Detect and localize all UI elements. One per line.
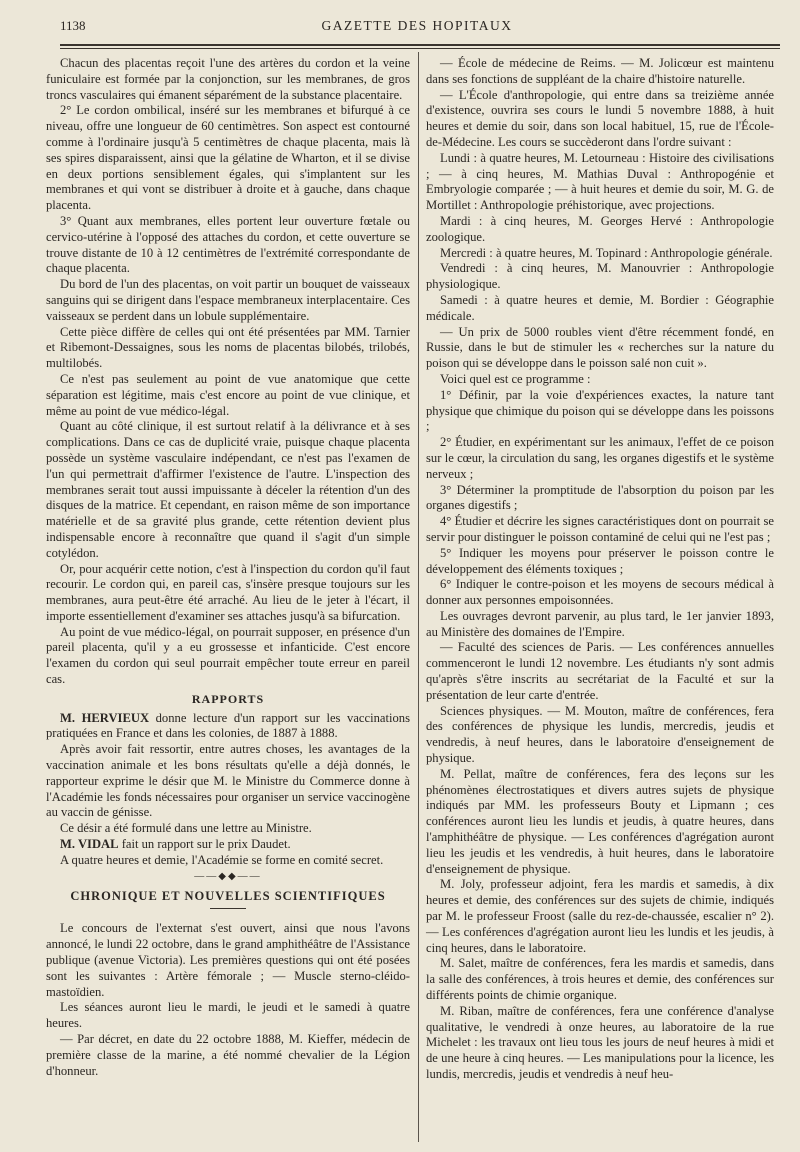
right-article xyxy=(426,56,774,1083)
rapport-paragraph xyxy=(46,711,410,743)
news-paragraph: Les séances auront lieu le mardi, le jeudi et le samedi à quatre heures. xyxy=(46,1000,410,1031)
speaker-name: M. VIDAL xyxy=(60,837,119,852)
page-header xyxy=(56,18,778,36)
news-paragraph: Vendredi : à cinq heures, M. Manouvrier : Anthropologie physiologique. xyxy=(426,261,774,292)
chronique-heading: CHRONIQUE ET NOUVELLES SCIENTIFIQUES xyxy=(70,888,386,903)
rapport-text: Ce désir a été formulé dans une lettre au Ministre. xyxy=(60,821,312,836)
paragraph: 3° Quant aux membranes, elles portent leur ouverture fœtale ou cervico-utérine à l'opposé des attaches du cordon, et cette ouverture se trouve distante de 10 à 12 centimètres de l'extrémité correspondante de chaque placenta. xyxy=(46,213,410,276)
news-paragraph: Samedi : à quatre heures et demie, M. Bordier : Géographie médicale. xyxy=(426,292,774,323)
rapport-paragraph xyxy=(46,742,410,821)
news-paragraph: — École de médecine de Reims. — M. Jolicœur est maintenu dans ses fonctions de suppléant de la chaire d'histoire naturelle. xyxy=(426,56,774,86)
heading-rule xyxy=(210,908,246,909)
paragraph: Ce n'est pas seulement au point de vue anatomique que cette séparation est légitime, mais c'est encore au point de vue clinique, et même au point de vue médico-légal. xyxy=(46,371,410,418)
news-paragraph: Mercredi : à quatre heures, M. Topinard : Anthropologie générale. xyxy=(440,245,773,260)
news-paragraph: M. Pellat, maître de conférences, fera des leçons sur les phénomènes électrostatiques et divers autres sujets de physique indiqués par MM. les professeurs Bouty et Lipmann ; ces conférences auront lieu les lundis et jeudis, à quatre heures, dans l'amphithéâtre de physique. — Les conférences d'agrégation auront lieu les jeudis et les vendredis, à huit heures, dans le laboratoire d'enseignement de physique. xyxy=(426,766,774,876)
paragraph: Or, pour acquérir cette notion, c'est à l'inspection du cordon qu'il faut recourir. Le cordon qui, en pareil cas, s'insère presque toujours sur les membranes, aura peut-être été arraché. Au lieu de le jeter à l'écart, il importe essentiellement d'examiner ses attaches jusqu'à sa bifurcation. xyxy=(46,561,410,623)
news-paragraph: Le concours de l'externat s'est ouvert, ainsi que nous l'avons annoncé, le lundi 22 octobre, dans le grand amphithéâtre de l'Assistance publique (avenue Victoria). Les premières questions qui ont été posées sont les suivantes : Artère fémorale ; — Muscle sterno-cléido-mastoïdien. xyxy=(46,921,410,999)
paragraph: Du bord de l'un des placentas, on voit partir un bouquet de vaisseaux sanguins qui se dirigent dans l'espace membraneux interplacentaire. Ces vaisseaux se perdent dans un lobule supplémentaire. xyxy=(46,277,410,323)
paragraph: Au point de vue médico-légal, on pourrait supposer, en présence d'un pareil placenta, qu'il y a eu grossesse et infanticide. C'est encore l'examen du cordon qui seul pourrait empêcher toute erreur en pareil cas. xyxy=(46,624,410,687)
page-number: 1138 xyxy=(60,18,86,33)
paragraph: Quant au côté clinique, il est surtout relatif à la délivrance et à ses complications. Dans ce cas de duplicité vraie, puisque chaque placenta possède un système vasculaire indépendant, ce n'est pas l'examen de l'un qui permettrait d'affirmer l'existence de l'autre. L'inspection des membranes serait tout aussi impuissante à déceler la rétention d'un des disques de la matrice. Et cependant, en raison même de son importance matérielle et de sa gravité plus grande, cette rétention devient plus indispensable encore à reconnaître que quand il s'agit d'un simple cotylédon. xyxy=(46,419,410,560)
journal-title: GAZETTE DES HOPITAUX xyxy=(321,18,513,33)
left-article xyxy=(46,56,410,688)
news-paragraph: 2° Étudier, en expérimentant sur les animaux, l'effet de ce poison sur le cœur, la circulation du sang, les organes digestifs et le système nerveux ; xyxy=(426,435,774,481)
news-paragraph: M. Riban, maître de conférences, fera une conférence d'analyse qualitative, le vendredi à onze heures, au laboratoire de la rue Michelet : les travaux ont lieu tous les jours de neuf heures à midi et de une heure à cinq heures. — Les manipulations pour la licence, les lundis, mercredis, jeudis et vendredis à neuf heu- xyxy=(426,1003,774,1081)
news-paragraph: 5° Indiquer les moyens pour préserver le poisson contre le développement des éléments toxiques ; xyxy=(426,545,774,576)
section-ornament: ——◆◆—— xyxy=(194,870,262,882)
news-paragraph: Sciences physiques. — M. Mouton, maître de conférences, fera des conférences de physique les lundis, mercredis, jeudis et vendredis, à neuf heures, dans le laboratoire d'enseignement de physique. xyxy=(426,703,774,766)
rapports-heading: RAPPORTS xyxy=(191,691,265,706)
news-paragraph: Voici quel est ce programme : xyxy=(440,371,591,386)
news-paragraph: — Faculté des sciences de Paris. — Les conférences annuelles commenceront le lundi 12 novembre. Les étudiants n'y sont admis qu'après s'être inscrits au secrétariat de la Faculté et sur la présentation de leur carte d'entrée. xyxy=(426,640,774,702)
news-paragraph: M. Joly, professeur adjoint, fera les mardis et samedis, à dix heures et demie, des conférences sur des sujets de chimie, indiqués par M. le professeur Froost (salle du rez-de-chaussée, escalier n° 2). — Les conférences d'agrégation auront lieu les lundis et les jeudis, à cinq heures, dans le laboratoire. xyxy=(426,877,774,955)
news-paragraph: 6° Indiquer le contre-poison et les moyens de secours médical à donner aux personnes empoisonnées. xyxy=(426,577,774,608)
news-paragraph: M. Salet, maître de conférences, fera les mardis et samedis, dans la salle des conférences, à trois heures et demie, des conférences sur différents points de chimie organique. xyxy=(426,956,774,1003)
paragraph: Chacun des placentas reçoit l'une des artères du cordon et la veine funiculaire est formée par la conjonction, sur les membranes, de gros troncs vasculaires qui émanent séparément de la substance placentaire. xyxy=(46,56,410,102)
rapport-text: fait un rapport sur le prix Daudet. xyxy=(118,837,291,852)
news-paragraph: 3° Déterminer la promptitude de l'absorption du poison par les organes digestifs ; xyxy=(426,482,774,513)
news-paragraph: Mardi : à cinq heures, M. Georges Hervé : Anthropologie zoologique. xyxy=(426,213,774,244)
left-column xyxy=(46,56,410,1079)
news-paragraph: — Par décret, en date du 22 octobre 1888, M. Kieffer, médecin de première classe de la marine, a été nommé chevalier de la Légion d'honneur. xyxy=(46,1032,410,1078)
rapports-section xyxy=(46,711,410,869)
right-column xyxy=(426,56,774,1083)
header-rule-thin xyxy=(60,48,780,49)
paragraph: Cette pièce diffère de celles qui ont été présentées par MM. Tarnier et Ribemont-Dessaignes, sous les noms de placentas bilobés, trilobés, multilobés. xyxy=(46,324,410,371)
news-paragraph: — L'École d'anthropologie, qui entre dans sa treizième année d'existence, ouvrira ses cours le lundi 5 novembre 1888, à huit heures et demie du soir, dans son local habituel, 15, rue de l'École-de-Médecine. Les cours se succèderont dans l'ordre suivant : xyxy=(426,87,774,149)
rapport-paragraph xyxy=(46,853,410,869)
rapport-paragraph xyxy=(46,821,410,837)
rapport-text: donne lecture d'un rapport sur les vaccinations pratiquées en France et dans les colonies, de 1887 à 1888. xyxy=(46,710,410,741)
news-paragraph: 1° Définir, par la voie d'expériences exactes, la nature tant physique que chimique du poison qui se développe dans les poissons ; xyxy=(426,387,774,434)
column-separator xyxy=(418,52,419,1142)
news-paragraph: 4° Étudier et décrire les signes caractéristiques dont on pourrait se servir pour distinguer le poisson contaminé de celui qui ne l'est pas ; xyxy=(426,514,774,544)
news-paragraph: Lundi : à quatre heures, M. Letourneau : Histoire des civilisations ; — à cinq heures, M. Mathias Duval : Anthropogénie et Embryologie comparée ; — à huit heures et demie du soir, M. G. de Mortillet : Anthropologie préhistorique, avec projections. xyxy=(426,150,774,213)
rapport-text: Après avoir fait ressortir, entre autres choses, les avantages de la vaccination animale et les bons résultats qu'elle a déjà donnés, le rapporteur exprime le désir que M. le Ministre du Commerce donne à l'Académie les fonds nécessaires pour organiser un service vaccinogène au vaccin de génisse. xyxy=(46,742,410,820)
speaker-name: M. HERVIEUX xyxy=(60,710,150,725)
header-rule xyxy=(60,44,780,46)
paragraph: 2° Le cordon ombilical, inséré sur les membranes et bifurqué à ce niveau, offre une longueur de 60 centimètres. Son aspect est contourné comme à l'ordinaire jusqu'à 5 centimètres de chaque placenta, mais là ses spires disparaissent, ainsi que la gélatine de Wharton, et il se divise en deux portions sensiblement égales, qui s'implantent sur les membranes et qui vont se distribuer à droite et à gauche, dans chaque placenta. xyxy=(46,103,410,213)
rapport-text: A quatre heures et demie, l'Académie se forme en comité secret. xyxy=(60,852,384,867)
rapport-paragraph xyxy=(46,837,410,853)
news-paragraph: — Un prix de 5000 roubles vient d'être récemment fondé, en Russie, dans le but de stimuler les « recherches sur la nature du poison qui se développe dans le poisson salé non cuit ». xyxy=(426,324,774,371)
news-paragraph: Les ouvrages devront parvenir, au plus tard, le 1er janvier 1893, au Ministère des domaines de l'Empire. xyxy=(426,608,774,639)
chronique-section xyxy=(46,921,410,1079)
